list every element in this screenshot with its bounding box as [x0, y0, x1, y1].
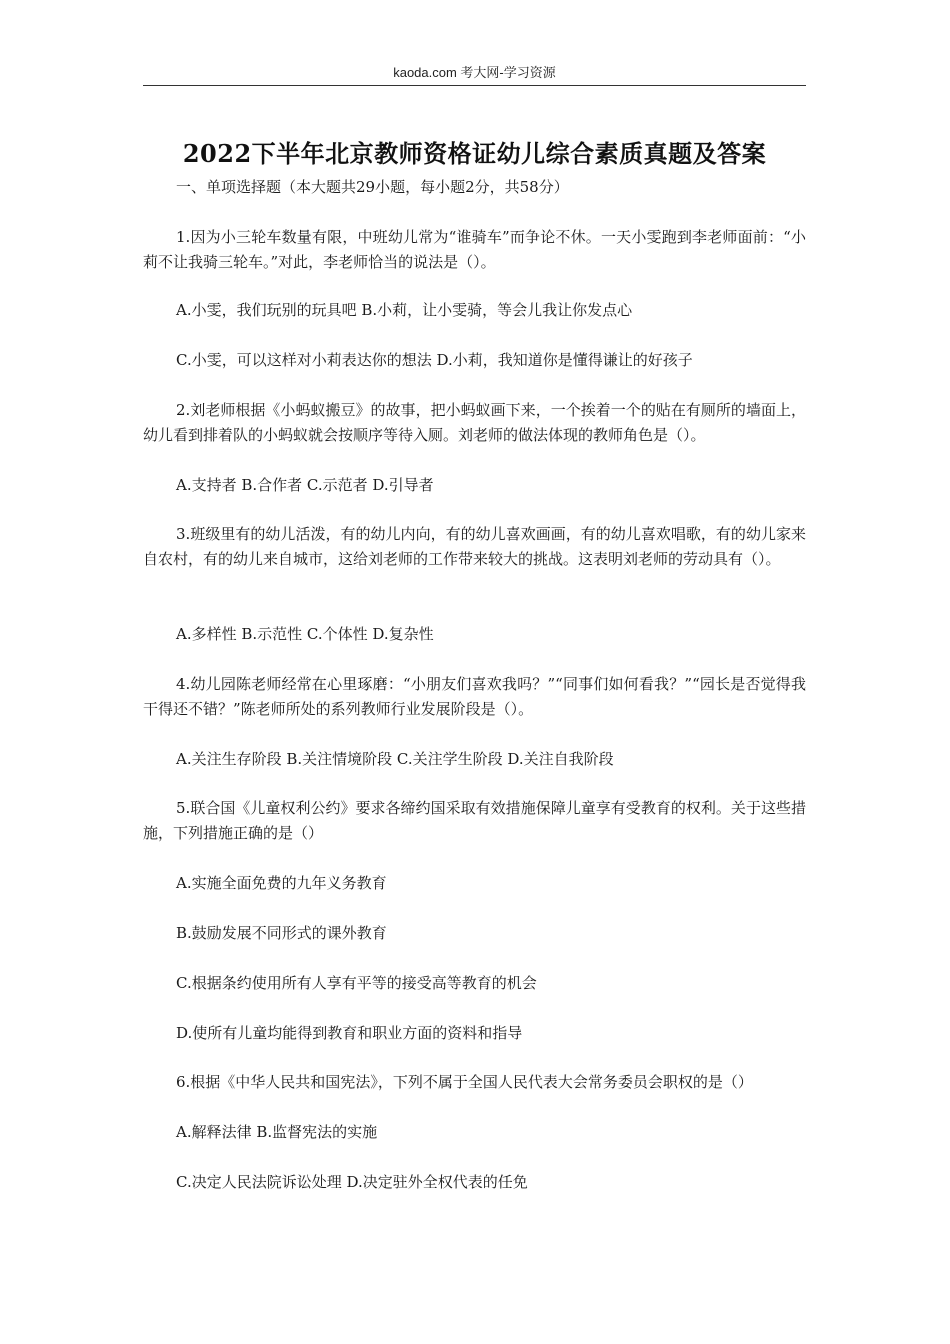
question-4-stem: 4.幼儿园陈老师经常在心里琢磨：“小朋友们喜欢我吗？”“同事们如何看我？”“园长是否觉得我干得还不错？”陈老师所处的系列教师行业发展阶段是（）。 — [143, 675, 806, 718]
question-3-stem: 3.班级里有的幼儿活泼，有的幼儿内向，有的幼儿喜欢画画，有的幼儿喜欢唱歌，有的幼儿家来自农村，有的幼儿来自城市，这给刘老师的工作带来较大的挑战。这表明刘老师的劳动具有（）。 — [143, 525, 806, 568]
question-6-options-line-2: C.决定人民法院诉讼处理 D.决定驻外全权代表的任免 — [176, 1173, 528, 1191]
header-divider — [143, 85, 806, 86]
question-1-options-line-2: C.小雯，可以这样对小莉表达你的想法 D.小莉，我知道你是懂得谦让的好孩子 — [176, 351, 693, 369]
site-header: kaoda.com 考大网-学习资源 — [393, 65, 556, 80]
question-1-options-line-1: A.小雯，我们玩别的玩具吧 B.小莉，让小雯骑，等会儿我让你发点心 — [176, 301, 633, 319]
question-6-options-line-1: A.解释法律 B.监督宪法的实施 — [176, 1123, 378, 1141]
question-5-option-b: B.鼓励发展不同形式的课外教育 — [176, 924, 387, 942]
question-2-options-line-1: A.支持者 B.合作者 C.示范者 D.引导者 — [176, 476, 434, 494]
question-1-stem: 1.因为小三轮车数量有限，中班幼儿常为“谁骑车”而争论不休。一天小雯跑到李老师面前：“小莉不让我骑三轮车。”对此，李老师恰当的说法是（）。 — [143, 228, 806, 271]
question-5-option-c: C.根据条约使用所有人享有平等的接受高等教育的机会 — [176, 974, 537, 992]
question-5-option-d: D.使所有儿童均能得到教育和职业方面的资料和指导 — [176, 1024, 523, 1042]
question-5-stem: 5.联合国《儿童权利公约》要求各缔约国采取有效措施保障儿童享有受教育的权利。关于这些措施，下列措施正确的是（） — [143, 799, 806, 842]
question-4-options-line-1: A.关注生存阶段 B.关注情境阶段 C.关注学生阶段 D.关注自我阶段 — [176, 750, 614, 768]
question-6-stem: 6.根据《中华人民共和国宪法》，下列不属于全国人民代表大会常务委员会职权的是（） — [176, 1073, 753, 1091]
question-2-stem: 2.刘老师根据《小蚂蚁搬豆》的故事，把小蚂蚁画下来，一个挨着一个的贴在有厕所的墙面上，幼儿看到排着队的小蚂蚁就会按顺序等待入厕。刘老师的做法体现的教师角色是（）。 — [143, 401, 806, 444]
document-title: 2022下半年北京教师资格证幼儿综合素质真题及答案 — [182, 139, 767, 168]
section-heading: 一、单项选择题（本大题共29小题，每小题2分，共58分） — [176, 178, 569, 196]
question-3-options-line-1: A.多样性 B.示范性 C.个体性 D.复杂性 — [176, 625, 434, 643]
question-5-option-a: A.实施全面免费的九年义务教育 — [176, 874, 387, 892]
